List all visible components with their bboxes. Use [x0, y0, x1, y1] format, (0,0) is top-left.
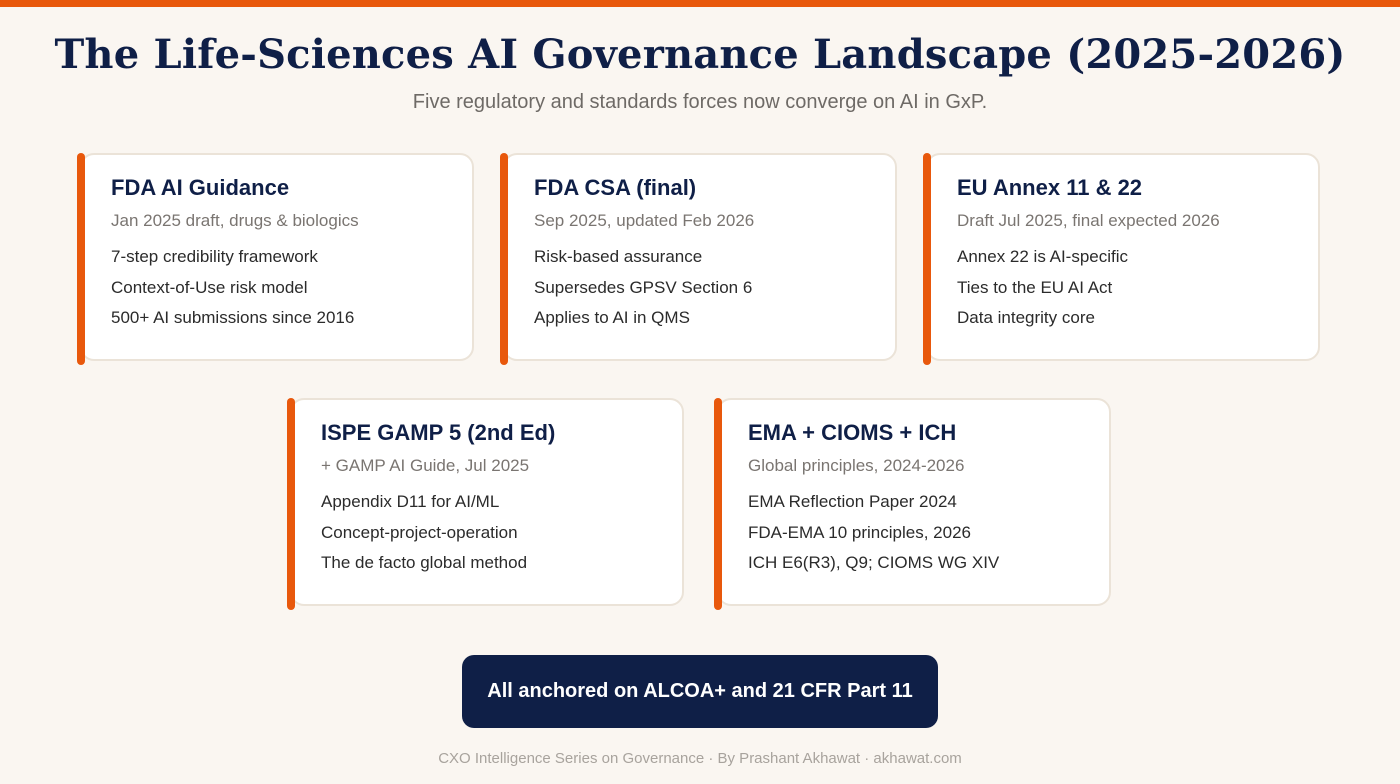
card-accent-bar: [714, 398, 722, 610]
anchor-banner: All anchored on ALCOA+ and 21 CFR Part 11: [462, 655, 938, 728]
card-accent-bar: [77, 153, 85, 365]
card-title: FDA AI Guidance: [111, 175, 290, 200]
card-item: Applies to AI in QMS: [534, 308, 690, 327]
page-title: The Life-Sciences AI Governance Landscape (2025-2026): [54, 31, 1346, 78]
card-ema-cioms-ich: [717, 398, 1111, 606]
card-subtitle: Jan 2025 draft, drugs & biologics: [111, 211, 359, 230]
card-item: Appendix D11 for AI/ML: [321, 492, 500, 511]
card-subtitle: Sep 2025, updated Feb 2026: [534, 211, 755, 230]
top-accent-bar: [0, 0, 1400, 7]
card-title: ISPE GAMP 5 (2nd Ed): [321, 420, 556, 445]
card-item: Supersedes GPSV Section 6: [534, 278, 753, 297]
card-accent-bar: [923, 153, 931, 365]
card-fda-ai-guidance: [80, 153, 474, 361]
card-item: FDA-EMA 10 principles, 2026: [748, 523, 971, 542]
card-item: 500+ AI submissions since 2016: [111, 308, 355, 327]
card-fda-csa: [503, 153, 897, 361]
card-ispe-gamp: [290, 398, 684, 606]
card-item: Concept-project-operation: [321, 523, 518, 542]
card-subtitle: Global principles, 2024-2026: [748, 456, 965, 475]
card-subtitle: Draft Jul 2025, final expected 2026: [957, 211, 1220, 230]
card-item: ICH E6(R3), Q9; CIOMS WG XIV: [748, 553, 1000, 572]
card-item: Data integrity core: [957, 308, 1095, 327]
footer-credit: CXO Intelligence Series on Governance · By Prashant Akhawat · akhawat.com: [438, 750, 962, 767]
card-item: The de facto global method: [321, 553, 528, 572]
card-accent-bar: [287, 398, 295, 610]
card-item: Annex 22 is AI-specific: [957, 247, 1129, 266]
card-item: Context-of-Use risk model: [111, 278, 308, 297]
card-item: EMA Reflection Paper 2024: [748, 492, 957, 511]
card-title: EMA + CIOMS + ICH: [748, 420, 957, 445]
card-accent-bar: [500, 153, 508, 365]
card-eu-annex: [926, 153, 1320, 361]
card-title: FDA CSA (final): [534, 175, 697, 200]
card-title: EU Annex 11 & 22: [957, 175, 1143, 200]
card-item: Ties to the EU AI Act: [957, 278, 1113, 297]
card-subtitle: + GAMP AI Guide, Jul 2025: [321, 456, 530, 475]
card-item: Risk-based assurance: [534, 247, 703, 266]
card-item: 7-step credibility framework: [111, 247, 318, 266]
page-subtitle: Five regulatory and standards forces now converge on AI in GxP.: [412, 91, 988, 113]
